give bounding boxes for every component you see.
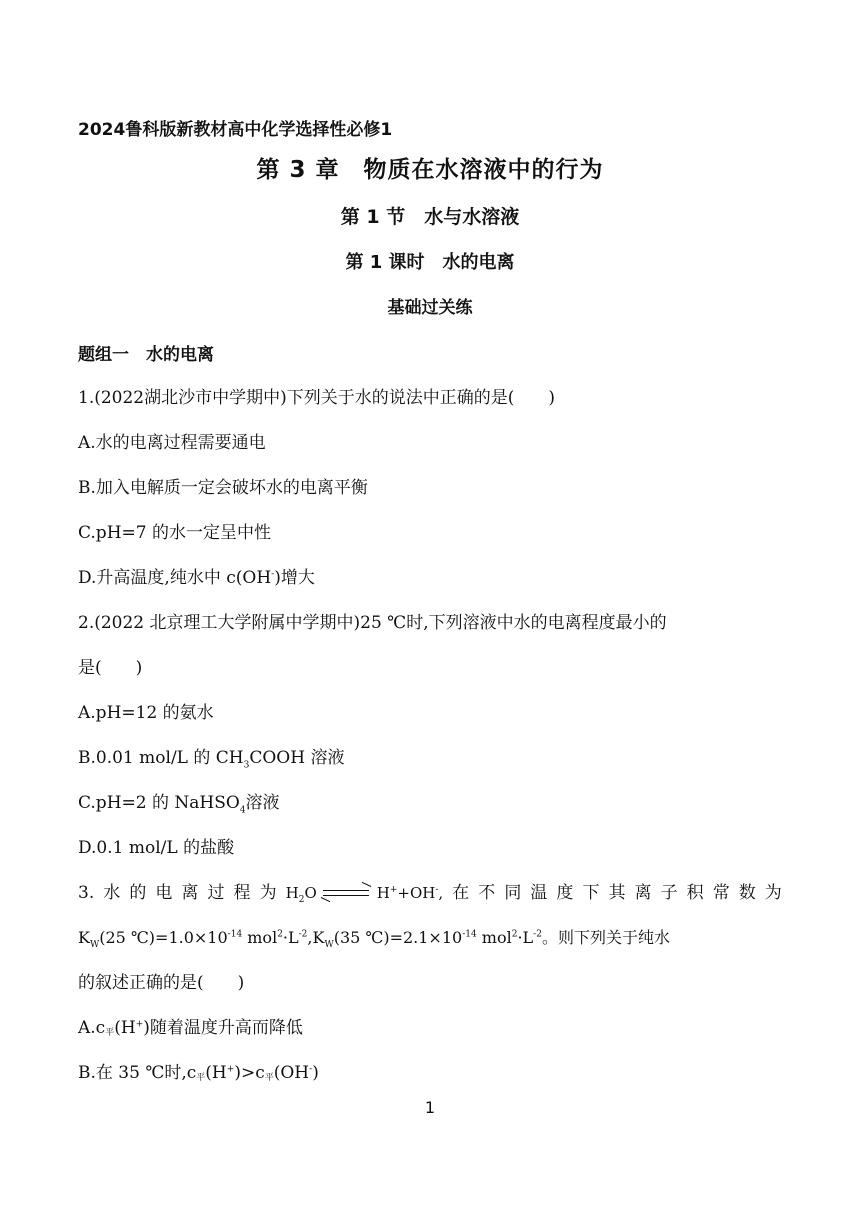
q2-option-b: B.0.01 mol/L 的 $CH_3COOH$ 溶液 [78,748,345,771]
q2-option-d: D.0.1 mol/L 的盐酸 [78,838,235,858]
group-title: 题组一 水的电离 [78,345,214,365]
chapter-title: 第 3 章 物质在水溶液中的行为 [256,157,604,183]
q3-option-b: B.在 35 ℃时,c平(H+)>c平(OH-) [78,1063,319,1083]
series-title: 2024鲁科版新教材高中化学选择性必修1 [78,120,393,140]
q2-stem-line2: 是( ) [78,658,143,678]
lesson-title: 第 1 课时 水的电离 [345,252,515,273]
q3-stem-line3: 的叙述正确的是( ) [78,973,245,993]
q2-option-a: A.pH=12 的氨水 [78,703,214,723]
q1-stem: 1.(2022湖北沙市中学期中)下列关于水的说法中正确的是( ) [78,388,556,408]
q2-stem-line1: 2.(2022 北京理工大学附属中学期中)25 ℃时,下列溶液中水的电离程度最小的 [78,613,667,633]
q1-option-b: B.加入电解质一定会破坏水的电离平衡 [78,478,368,498]
q3-stem-line1: 3. 水 的 电 离 过 程 为 $H_2O$ H++OH-, 在 不 同 温 度 下 其 离 子 积 常 数 为 [78,883,782,905]
section-title: 第 1 节 水与水溶液 [340,206,520,228]
q1-option-a: A.水的电离过程需要通电 [78,433,266,453]
q1-option-d: D.升高温度,纯水中 c(OH-)增大 [78,568,315,588]
q3-option-a: A.c平(H+)随着温度升高而降低 [78,1018,303,1038]
practice-title: 基础过关练 [387,298,473,318]
q3-stem-line2: $K_W(25$ $℃)=1.0\times 10^{-14}$ $mol^2\cdot L^{-2},K_W(35$ $℃)=2.1\times 10^{-14}$ $mol^2\cdot L^{-2}$。则下列关于纯水 [78,928,670,951]
page-number: 1 [424,1098,436,1117]
q2-option-c: C.pH=2 的 NaHSO$_4$溶液 [78,793,280,816]
equilibrium-arrow-icon [323,888,371,900]
q1-option-c: C.pH=7 的水一定呈中性 [78,523,271,543]
